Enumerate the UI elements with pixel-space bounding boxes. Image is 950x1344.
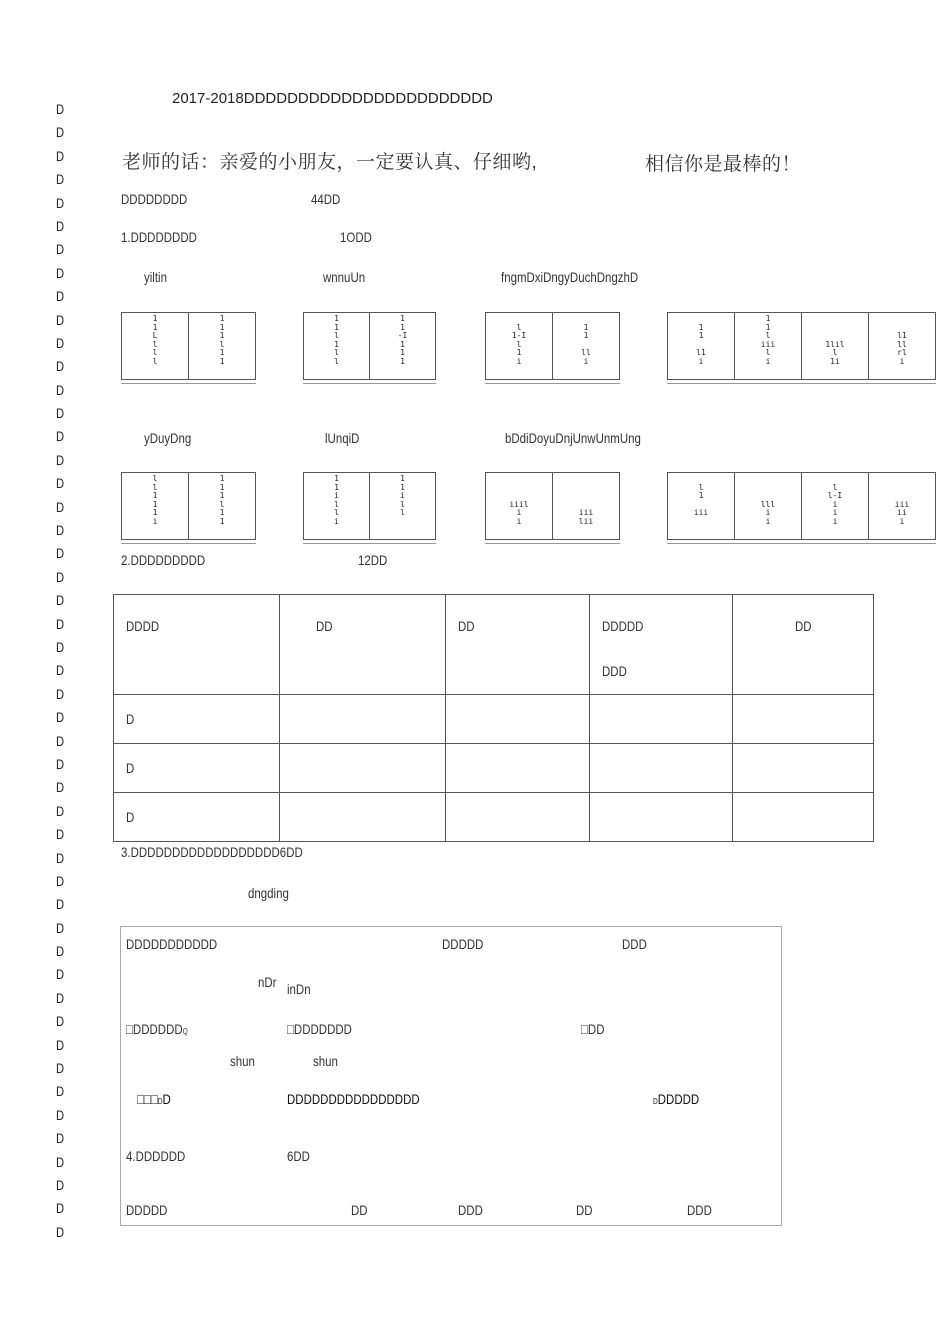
pinyin-label: bDdiDoyuDnjUnwUnmUng bbox=[505, 430, 641, 446]
table-header: DDDDD bbox=[602, 618, 644, 634]
answer-cell[interactable] bbox=[733, 793, 874, 842]
q4-word: DD bbox=[351, 1202, 368, 1218]
q3-text: D bbox=[162, 1091, 171, 1107]
margin-glyph: D bbox=[56, 896, 65, 913]
q4-label: 4.DDDDDD bbox=[126, 1148, 186, 1164]
margin-glyph: D bbox=[56, 288, 65, 305]
margin-glyph: D bbox=[56, 217, 65, 234]
margin-glyph: D bbox=[56, 1036, 65, 1053]
answer-cell[interactable] bbox=[446, 793, 590, 842]
table-header: DD bbox=[316, 618, 333, 634]
margin-glyph: D bbox=[56, 405, 65, 422]
binding-margin-column bbox=[56, 98, 68, 1244]
teacher-note: 老师的话：亲爱的小朋友，一定要认真、仔细哟, bbox=[122, 152, 538, 173]
margin-glyph: D bbox=[56, 1106, 65, 1123]
teacher-note-encouragement: 相信你是最棒的！ bbox=[645, 154, 802, 175]
q3-text: □□□ bbox=[137, 1091, 158, 1107]
answer-cell[interactable] bbox=[590, 793, 733, 842]
answer-cell[interactable] bbox=[733, 695, 874, 744]
q3-text: DDDDDDDDDDD bbox=[126, 936, 218, 952]
q3-text: □DDDDDD bbox=[126, 1021, 183, 1037]
q4-word: DD bbox=[576, 1202, 593, 1218]
q4-word: DDD bbox=[458, 1202, 483, 1218]
table-row-label: D bbox=[126, 809, 135, 825]
margin-glyph: D bbox=[56, 101, 65, 117]
margin-glyph: D bbox=[56, 451, 65, 468]
writing-cell[interactable]: iiil i i bbox=[486, 473, 553, 539]
writing-cell[interactable]: 1 1 L l l l bbox=[122, 313, 189, 379]
margin-glyph: D bbox=[56, 638, 65, 655]
answer-cell[interactable] bbox=[590, 744, 733, 793]
answer-cell[interactable] bbox=[733, 744, 874, 793]
margin-glyph: D bbox=[56, 358, 65, 375]
q3-label: 3.DDDDDDDDDDDDDDDDDD6DD bbox=[121, 844, 303, 860]
q3-text: DDDDDDDDDDDDDDDD bbox=[287, 1091, 420, 1107]
q3-text: □DD bbox=[581, 1021, 605, 1037]
q2-table bbox=[113, 594, 874, 842]
writing-grid[interactable] bbox=[667, 472, 936, 540]
q3-subscript: D bbox=[157, 1097, 163, 1106]
margin-glyph: D bbox=[56, 943, 65, 960]
q4-score: 6DD bbox=[287, 1148, 310, 1164]
pinyin-label: nDr bbox=[258, 974, 277, 990]
answer-cell[interactable] bbox=[446, 695, 590, 744]
q3-text: DDD bbox=[622, 936, 647, 952]
writing-cell[interactable]: 1 1 -I 1 1 1 bbox=[397, 314, 408, 366]
pinyin-label: dngding bbox=[248, 885, 289, 901]
margin-glyph: D bbox=[56, 194, 65, 211]
writing-cell[interactable]: 1 1 1 l 1 1 bbox=[219, 314, 225, 366]
q2-label: 2.DDDDDDDDD bbox=[121, 552, 206, 568]
pinyin-label: shun bbox=[230, 1053, 255, 1069]
writing-cell[interactable]: 1 1 l iii l i bbox=[735, 313, 802, 379]
writing-cell[interactable]: iii ii i bbox=[894, 499, 910, 526]
margin-glyph: D bbox=[56, 475, 65, 492]
exam-title: 2017-2018DDDDDDDDDDDDDDDDDDDDDDD bbox=[172, 90, 493, 107]
q1-label: 1.DDDDDDDD bbox=[121, 229, 197, 245]
writing-cell[interactable]: l l-I i i i bbox=[802, 473, 869, 539]
margin-glyph: D bbox=[56, 1013, 65, 1030]
answer-cell[interactable] bbox=[590, 695, 733, 744]
q4-word: DDDDD bbox=[126, 1202, 168, 1218]
q1-score: 1ODD bbox=[340, 229, 372, 245]
writing-cell[interactable]: 1 1 i l l bbox=[400, 474, 405, 517]
table-row-label: D bbox=[126, 760, 135, 776]
section-label: DDDDDDDD bbox=[121, 191, 188, 207]
q4-word: DDD bbox=[687, 1202, 712, 1218]
pinyin-label: fngmDxiDngyDuchDngzhD bbox=[501, 269, 639, 285]
q2-score: 12DD bbox=[358, 552, 388, 568]
margin-glyph: D bbox=[56, 1153, 65, 1170]
margin-glyph: D bbox=[56, 615, 65, 632]
writing-grid[interactable] bbox=[303, 312, 436, 380]
answer-cell[interactable] bbox=[280, 695, 446, 744]
table-header: DDDD bbox=[126, 618, 160, 634]
margin-glyph: D bbox=[56, 849, 65, 866]
margin-glyph: D bbox=[56, 1083, 65, 1100]
q3-subscript: Q bbox=[182, 1027, 188, 1036]
writing-cell[interactable]: l1 ll rl i bbox=[897, 331, 907, 366]
q3-text: DDDDD bbox=[442, 936, 484, 952]
writing-grid[interactable] bbox=[485, 472, 620, 540]
pinyin-label: inDn bbox=[287, 981, 311, 997]
margin-glyph: D bbox=[56, 826, 65, 843]
margin-glyph: D bbox=[56, 802, 65, 819]
writing-cell[interactable]: l l 1 1 1 i bbox=[122, 473, 189, 539]
pinyin-label: yDuyDng bbox=[144, 430, 192, 446]
answer-cell[interactable] bbox=[446, 744, 590, 793]
pinyin-label: lUnqiD bbox=[325, 430, 360, 446]
table-header: DD bbox=[795, 618, 812, 634]
margin-glyph: D bbox=[56, 966, 65, 983]
q3-text bbox=[653, 1091, 699, 1107]
writing-grid[interactable] bbox=[303, 472, 436, 540]
margin-glyph: D bbox=[56, 1130, 65, 1147]
margin-glyph: D bbox=[56, 124, 65, 141]
q3-subscript: D bbox=[653, 1097, 658, 1106]
section-score: 44DD bbox=[311, 191, 341, 207]
q3-text bbox=[137, 1091, 171, 1107]
margin-glyph: D bbox=[56, 989, 65, 1006]
margin-glyph: D bbox=[56, 872, 65, 889]
answer-cell[interactable] bbox=[280, 793, 446, 842]
margin-glyph: D bbox=[56, 334, 65, 351]
margin-glyph: D bbox=[56, 171, 65, 188]
writing-grid[interactable] bbox=[667, 312, 936, 380]
margin-glyph: D bbox=[56, 755, 65, 772]
margin-glyph: D bbox=[56, 1223, 65, 1240]
margin-glyph: D bbox=[56, 1200, 65, 1217]
margin-glyph: D bbox=[56, 381, 65, 398]
answer-cell[interactable] bbox=[280, 744, 446, 793]
margin-glyph: D bbox=[56, 779, 65, 796]
writing-cell[interactable]: 1 1 i l l i bbox=[304, 473, 370, 539]
table-row-label: D bbox=[126, 711, 135, 727]
q3-text bbox=[126, 1021, 188, 1037]
margin-glyph: D bbox=[56, 311, 65, 328]
pinyin-label: yiltin bbox=[144, 269, 167, 285]
writing-cell[interactable]: iii lii bbox=[578, 508, 594, 526]
writing-cell[interactable]: 1 1 l1 i bbox=[668, 313, 735, 379]
q3-text: □DDDDDDD bbox=[287, 1021, 352, 1037]
writing-cell[interactable]: l 1 iii bbox=[668, 473, 735, 539]
margin-glyph: D bbox=[56, 522, 65, 539]
margin-glyph: D bbox=[56, 1176, 65, 1193]
margin-glyph: D bbox=[56, 919, 65, 936]
margin-glyph: D bbox=[56, 732, 65, 749]
pinyin-label: wnnuUn bbox=[323, 269, 366, 285]
margin-glyph: D bbox=[56, 568, 65, 585]
margin-glyph: D bbox=[56, 498, 65, 515]
q3-text: DDDDD bbox=[657, 1091, 700, 1107]
table-header-sub: DDD bbox=[602, 663, 627, 679]
q3-q4-box bbox=[120, 926, 782, 1226]
writing-cell[interactable]: lll i i bbox=[735, 473, 802, 539]
writing-grid[interactable] bbox=[121, 472, 256, 540]
pinyin-label: shun bbox=[313, 1053, 338, 1069]
writing-cell[interactable]: 1 1 ll i bbox=[581, 322, 591, 366]
writing-cell[interactable]: 1 1 l 1 l l bbox=[304, 313, 370, 379]
margin-glyph: D bbox=[56, 709, 65, 726]
margin-glyph: D bbox=[56, 428, 65, 445]
margin-glyph: D bbox=[56, 1060, 65, 1077]
writing-cell[interactable]: 1lil l 1i bbox=[802, 313, 869, 379]
margin-glyph: D bbox=[56, 241, 65, 258]
writing-cell[interactable]: l 1-I l 1 i bbox=[486, 313, 553, 379]
writing-grid[interactable] bbox=[485, 312, 620, 380]
writing-grid[interactable] bbox=[121, 312, 256, 380]
margin-glyph: D bbox=[56, 685, 65, 702]
margin-glyph: D bbox=[56, 545, 65, 562]
margin-glyph: D bbox=[56, 662, 65, 679]
table-header: DD bbox=[458, 618, 475, 634]
writing-cell[interactable]: 1 1 1 l 1 1 bbox=[219, 474, 225, 526]
margin-glyph: D bbox=[56, 592, 65, 609]
margin-glyph: D bbox=[56, 147, 65, 164]
margin-glyph: D bbox=[56, 264, 65, 281]
